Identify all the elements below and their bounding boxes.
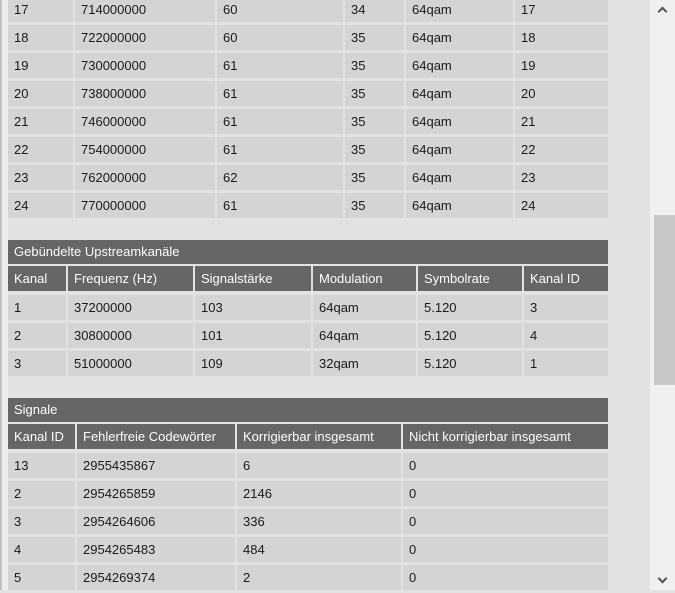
table-cell: 37200000	[68, 295, 193, 320]
table-cell: 35	[345, 193, 404, 218]
table-cell: 13	[8, 453, 75, 478]
column-header: Fehlerfreie Codewörter	[77, 424, 235, 449]
table-row	[8, 81, 608, 106]
table-cell: 722000000	[75, 25, 215, 50]
table-cell: 35	[345, 109, 404, 134]
table-cell: 746000000	[75, 109, 215, 134]
table-cell: 17	[8, 0, 73, 22]
downstream-table-body	[8, 0, 608, 221]
chevron-up-icon	[658, 7, 668, 17]
table-cell: 5.120	[418, 295, 522, 320]
table-cell: 64qam	[406, 81, 513, 106]
table-cell: 5.120	[418, 323, 522, 348]
table-cell: 64qam	[406, 193, 513, 218]
table-row	[8, 0, 608, 22]
table-cell: 64qam	[406, 109, 513, 134]
column-header: Frequenz (Hz)	[68, 266, 193, 291]
header-row	[8, 266, 608, 291]
table-row	[8, 537, 608, 562]
table-row	[8, 351, 608, 376]
table-cell: 60	[217, 0, 343, 22]
column-header: Kanal	[8, 266, 66, 291]
table-cell: 2955435867	[77, 453, 235, 478]
table-row	[8, 193, 608, 218]
table-cell: 23	[515, 165, 608, 190]
column-header: Kanal ID	[524, 266, 608, 291]
upstream-table-body	[8, 295, 608, 379]
table-cell: 18	[515, 25, 608, 50]
table-cell: 61	[217, 81, 343, 106]
table-cell: 24	[515, 193, 608, 218]
scrollbar-thumb[interactable]	[654, 215, 675, 385]
table-row	[8, 109, 608, 134]
table-cell: 62	[217, 165, 343, 190]
table-cell: 770000000	[75, 193, 215, 218]
table-cell: 2954265859	[77, 481, 235, 506]
table-cell: 336	[237, 509, 401, 534]
signals-table-title: Signale	[8, 398, 608, 422]
column-header: Kanal ID	[8, 424, 75, 449]
table-cell: 24	[8, 193, 73, 218]
table-cell: 754000000	[75, 137, 215, 162]
upstream-channels-table	[8, 240, 608, 379]
table-row	[8, 565, 608, 590]
table-cell: 2	[237, 565, 401, 590]
table-row	[8, 453, 608, 478]
table-cell: 762000000	[75, 165, 215, 190]
table-row	[8, 165, 608, 190]
signals-table	[8, 398, 608, 593]
table-cell: 2146	[237, 481, 401, 506]
table-cell: 3	[8, 351, 66, 376]
table-cell: 35	[345, 165, 404, 190]
table-cell: 34	[345, 0, 404, 22]
table-cell: 21	[515, 109, 608, 134]
table-cell: 35	[345, 137, 404, 162]
table-row	[8, 323, 608, 348]
signals-table-body	[8, 453, 608, 593]
table-cell: 64qam	[406, 165, 513, 190]
column-header: Symbolrate	[418, 266, 522, 291]
table-cell: 22	[515, 137, 608, 162]
table-cell: 0	[403, 453, 608, 478]
table-cell: 22	[8, 137, 73, 162]
table-cell: 6	[237, 453, 401, 478]
table-cell: 35	[345, 25, 404, 50]
table-cell: 0	[403, 481, 608, 506]
table-cell: 3	[524, 295, 608, 320]
status-page-content	[8, 0, 608, 593]
column-header: Signalstärke	[195, 266, 311, 291]
column-header: Nicht korrigierbar insgesamt	[403, 424, 608, 449]
table-cell: 714000000	[75, 0, 215, 22]
table-cell: 0	[403, 537, 608, 562]
table-cell: 19	[515, 53, 608, 78]
upstream-header-row	[8, 266, 608, 294]
table-cell: 0	[403, 509, 608, 534]
table-cell: 4	[8, 537, 75, 562]
table-cell: 17	[515, 0, 608, 22]
table-row	[8, 295, 608, 320]
downstream-table-partial	[8, 0, 608, 221]
table-cell: 3	[8, 509, 75, 534]
table-cell: 35	[345, 81, 404, 106]
scrollbar[interactable]	[650, 0, 675, 590]
table-cell: 51000000	[68, 351, 193, 376]
header-row	[8, 424, 608, 449]
table-cell: 20	[515, 81, 608, 106]
table-cell: 103	[195, 295, 311, 320]
table-cell: 2	[8, 481, 75, 506]
table-cell: 2954264606	[77, 509, 235, 534]
scroll-down-button[interactable]	[650, 572, 675, 589]
table-cell: 64qam	[406, 53, 513, 78]
chevron-down-icon	[658, 574, 668, 584]
table-cell: 64qam	[406, 137, 513, 162]
signals-header-row	[8, 424, 608, 452]
table-cell: 5	[8, 565, 75, 590]
table-cell: 738000000	[75, 81, 215, 106]
scroll-up-button[interactable]	[650, 1, 675, 18]
table-cell: 109	[195, 351, 311, 376]
table-cell: 1	[8, 295, 66, 320]
table-cell: 64qam	[313, 323, 416, 348]
table-cell: 2	[8, 323, 66, 348]
table-cell: 61	[217, 109, 343, 134]
table-row	[8, 481, 608, 506]
table-cell: 61	[217, 53, 343, 78]
table-cell: 20	[8, 81, 73, 106]
table-cell: 1	[524, 351, 608, 376]
table-cell: 2954269374	[77, 565, 235, 590]
table-cell: 64qam	[313, 295, 416, 320]
table-cell: 30800000	[68, 323, 193, 348]
table-cell: 101	[195, 323, 311, 348]
upstream-table-title: Gebündelte Upstreamkanäle	[8, 240, 608, 264]
table-cell: 19	[8, 53, 73, 78]
table-row	[8, 137, 608, 162]
table-cell: 64qam	[406, 0, 513, 22]
table-cell: 23	[8, 165, 73, 190]
column-header: Modulation	[313, 266, 416, 291]
page-left-margin	[0, 0, 8, 590]
table-cell: 5.120	[418, 351, 522, 376]
table-cell: 61	[217, 137, 343, 162]
table-row	[8, 25, 608, 50]
table-row	[8, 53, 608, 78]
table-cell: 35	[345, 53, 404, 78]
column-header: Korrigierbar insgesamt	[237, 424, 401, 449]
table-cell: 18	[8, 25, 73, 50]
table-cell: 484	[237, 537, 401, 562]
table-cell: 32qam	[313, 351, 416, 376]
table-cell: 64qam	[406, 25, 513, 50]
table-cell: 61	[217, 193, 343, 218]
table-row	[8, 509, 608, 534]
table-cell: 60	[217, 25, 343, 50]
table-cell: 4	[524, 323, 608, 348]
table-cell: 730000000	[75, 53, 215, 78]
table-cell: 2954265483	[77, 537, 235, 562]
table-cell: 21	[8, 109, 73, 134]
table-cell: 0	[403, 565, 608, 590]
